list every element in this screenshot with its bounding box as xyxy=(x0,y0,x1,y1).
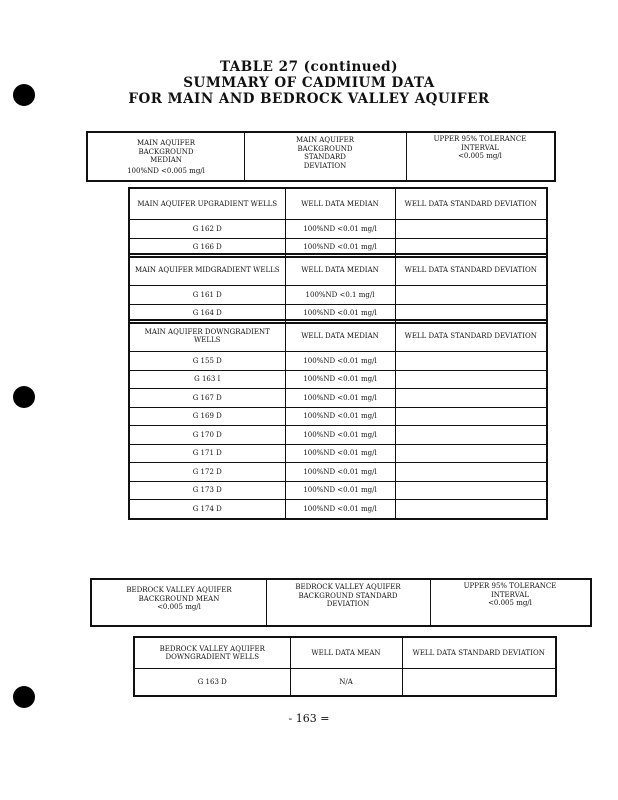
well-sd xyxy=(395,463,547,482)
well-id: G 162 D xyxy=(129,220,285,239)
bedrock-aquifer-summary-box xyxy=(90,578,592,627)
table-row xyxy=(129,463,547,482)
well-median: 100%ND <0.01 mg/l xyxy=(285,389,395,408)
downgradient-sd-header: WELL DATA STANDARD DEVIATION xyxy=(395,320,547,352)
well-sd xyxy=(395,220,547,239)
well-sd xyxy=(395,407,547,426)
downgradient-median-header: WELL DATA MEDIAN xyxy=(285,320,395,352)
main-background-median-label: MAIN AQUIFER BACKGROUND MEDIAN xyxy=(136,139,196,164)
midgradient-wells-header: MAIN AQUIFER MIDGRADIENT WELLS xyxy=(129,254,285,286)
bedrock-header-row xyxy=(134,637,556,669)
downgradient-header-row xyxy=(129,320,547,352)
midgradient-median-header: WELL DATA MEDIAN xyxy=(285,254,395,286)
well-id: G 161 D xyxy=(129,286,285,305)
table-title-line3: FOR MAIN AND BEDROCK VALLEY AQUIFER xyxy=(128,91,490,107)
main-background-sd-cell xyxy=(244,136,406,180)
bedrock-tolerance-interval-value: <0.005 mg/l xyxy=(488,599,532,607)
bedrock-downgradient-table xyxy=(133,636,557,697)
well-sd xyxy=(395,286,547,305)
well-sd xyxy=(395,352,547,371)
well-median: 100%ND <0.01 mg/l xyxy=(285,352,395,371)
well-sd xyxy=(402,669,556,697)
main-tolerance-interval-label: UPPER 95% TOLERANCE INTERVAL xyxy=(433,135,527,152)
well-sd xyxy=(395,500,547,519)
bedrock-background-mean-cell xyxy=(92,586,266,625)
well-id: G 163 D xyxy=(134,669,290,697)
table-row xyxy=(129,500,547,519)
table-row xyxy=(134,669,556,697)
well-median: 100%ND <0.01 mg/l xyxy=(285,304,395,323)
well-sd xyxy=(395,389,547,408)
main-background-sd-label: MAIN AQUIFER BACKGROUND STANDARD DEVIATION xyxy=(295,136,355,170)
well-sd xyxy=(395,426,547,445)
well-mean: N/A xyxy=(290,669,402,697)
well-id: G 164 D xyxy=(129,304,285,323)
table-row xyxy=(129,370,547,389)
bedrock-tolerance-interval-cell xyxy=(430,582,590,625)
upgradient-median-header: WELL DATA MEDIAN xyxy=(285,188,395,220)
table-row xyxy=(129,444,547,463)
well-median: 100%ND <0.01 mg/l xyxy=(285,238,395,257)
table-row xyxy=(129,481,547,500)
upgradient-sd-header: WELL DATA STANDARD DEVIATION xyxy=(395,188,547,220)
binder-hole-middle xyxy=(13,386,35,408)
well-median: 100%ND <0.01 mg/l xyxy=(285,220,395,239)
well-sd xyxy=(395,444,547,463)
well-median: 100%ND <0.01 mg/l xyxy=(285,463,395,482)
downgradient-wells-table xyxy=(128,319,548,520)
well-id: G 166 D xyxy=(129,238,285,257)
main-background-median-value: 100%ND <0.005 mg/l xyxy=(127,166,205,175)
upgradient-header-row xyxy=(129,188,547,220)
main-aquifer-summary-box xyxy=(86,131,556,182)
well-id: G 163 I xyxy=(129,370,285,389)
table-row xyxy=(129,352,547,371)
well-median: 100%ND <0.01 mg/l xyxy=(285,370,395,389)
binder-hole-bottom xyxy=(13,686,35,708)
page-number: - 163 = xyxy=(288,712,330,725)
well-median: 100%ND <0.01 mg/l xyxy=(285,426,395,445)
bedrock-background-mean-value: <0.005 mg/l xyxy=(157,603,201,611)
table-row xyxy=(129,286,547,305)
bedrock-tolerance-interval-label: UPPER 95% TOLERANCE INTERVAL xyxy=(463,582,557,599)
bedrock-background-mean-label: BEDROCK VALLEY AQUIFER BACKGROUND MEAN xyxy=(126,586,232,603)
table-row xyxy=(129,426,547,445)
well-median: 100%ND <0.1 mg/l xyxy=(285,286,395,305)
upgradient-wells-table xyxy=(128,187,548,258)
well-median: 100%ND <0.01 mg/l xyxy=(285,500,395,519)
upgradient-wells-header: MAIN AQUIFER UPGRADIENT WELLS xyxy=(129,188,285,220)
table-row xyxy=(129,220,547,239)
table-row xyxy=(129,407,547,426)
table-title-line2: SUMMARY OF CADMIUM DATA xyxy=(183,75,435,91)
bedrock-background-sd-label: BEDROCK VALLEY AQUIFER BACKGROUND STANDARD DEVIATION xyxy=(295,583,401,608)
bedrock-background-sd-cell xyxy=(266,583,430,625)
table-title-line1: TABLE 27 (continued) xyxy=(220,59,398,75)
well-median: 100%ND <0.01 mg/l xyxy=(285,444,395,463)
main-tolerance-interval-cell xyxy=(406,135,554,180)
well-sd xyxy=(395,370,547,389)
midgradient-header-row xyxy=(129,254,547,286)
well-sd xyxy=(395,481,547,500)
well-id: G 170 D xyxy=(129,426,285,445)
bedrock-wells-header: BEDROCK VALLEY AQUIFER DOWNGRADIENT WELLS xyxy=(134,637,290,669)
midgradient-sd-header: WELL DATA STANDARD DEVIATION xyxy=(395,254,547,286)
well-id: G 155 D xyxy=(129,352,285,371)
well-id: G 172 D xyxy=(129,463,285,482)
well-median: 100%ND <0.01 mg/l xyxy=(285,407,395,426)
main-tolerance-interval-value: <0.005 mg/l xyxy=(458,152,502,160)
well-id: G 173 D xyxy=(129,481,285,500)
midgradient-wells-table xyxy=(128,253,548,324)
downgradient-wells-header: MAIN AQUIFER DOWNGRADIENT WELLS xyxy=(129,320,285,352)
table-row xyxy=(129,389,547,408)
well-id: G 167 D xyxy=(129,389,285,408)
well-id: G 171 D xyxy=(129,444,285,463)
bedrock-mean-header: WELL DATA MEAN xyxy=(290,637,402,669)
well-id: G 174 D xyxy=(129,500,285,519)
well-median: 100%ND <0.01 mg/l xyxy=(285,481,395,500)
main-background-median-cell xyxy=(88,139,244,180)
bedrock-sd-header: WELL DATA STANDARD DEVIATION xyxy=(402,637,556,669)
well-id: G 169 D xyxy=(129,407,285,426)
